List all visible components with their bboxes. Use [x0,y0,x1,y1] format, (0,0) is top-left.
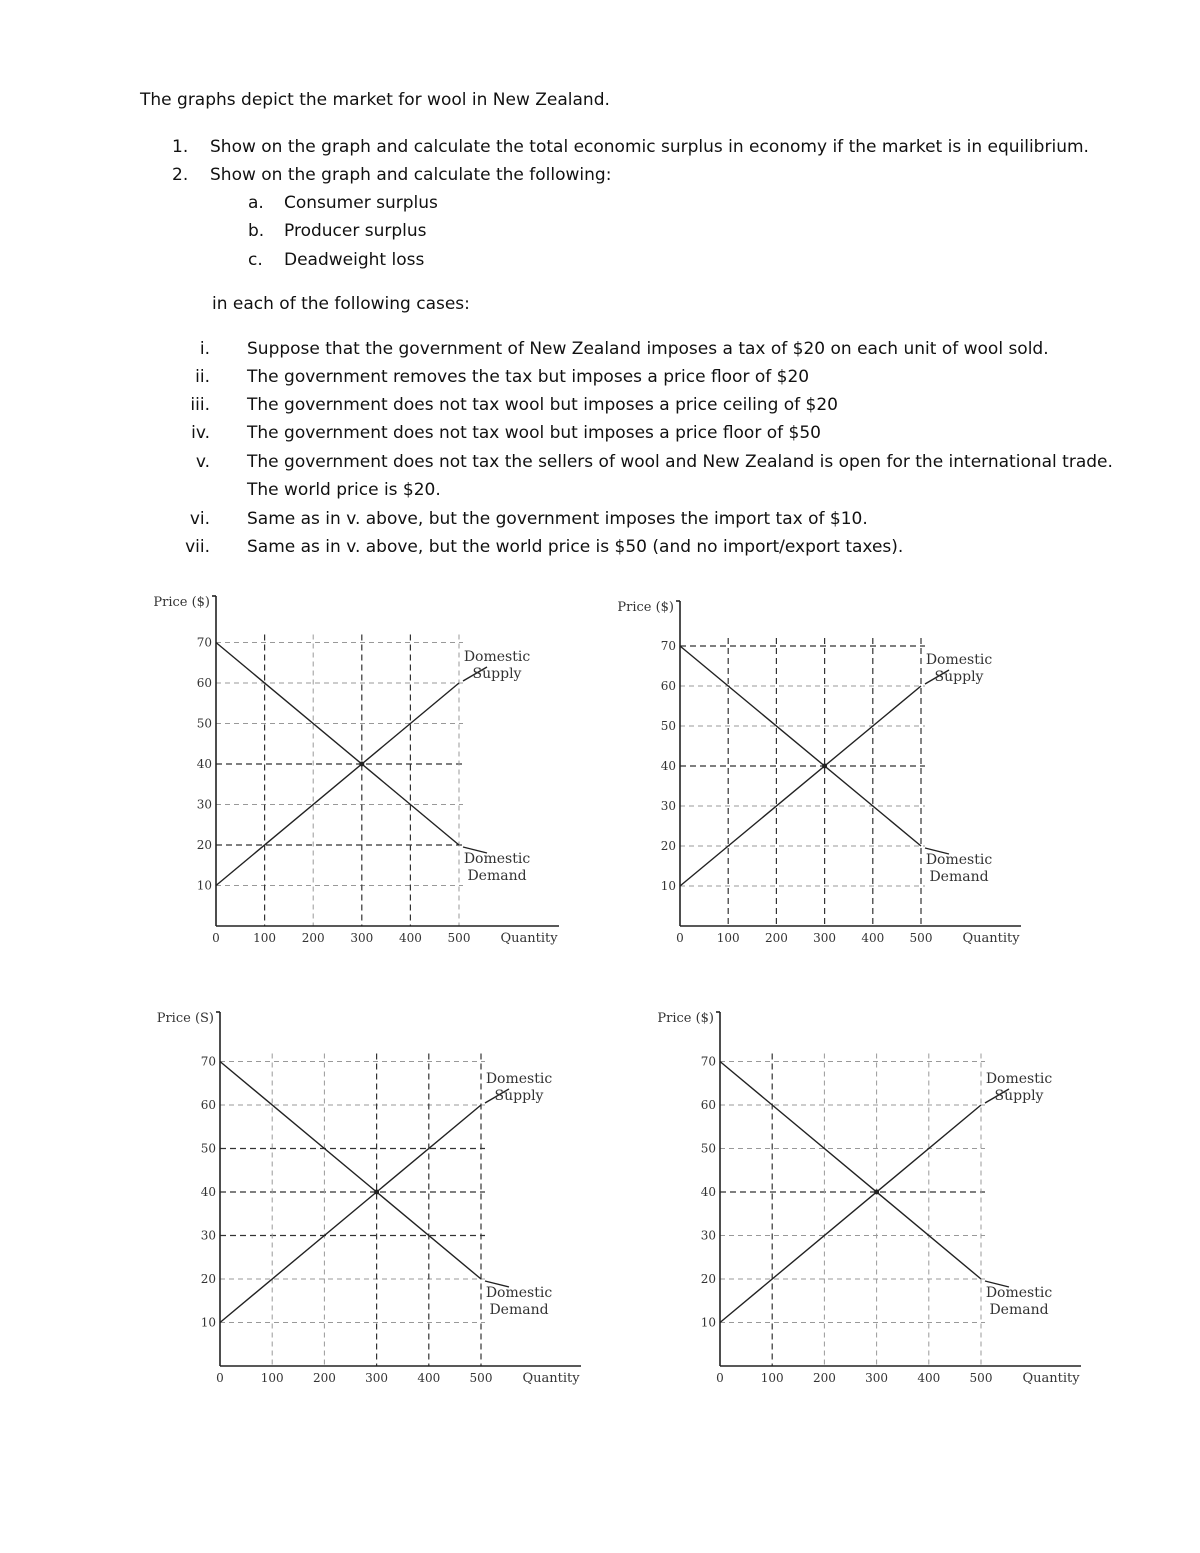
y-tick-label: 50 [200,1141,216,1156]
y-tick-label: 20 [660,839,676,853]
x-tick-label: 500 [447,931,471,945]
x-tick-label: 300 [813,931,837,945]
y-tick-label: 50 [660,719,676,733]
subitem-text: Consumer surplus [284,193,438,213]
domestic-demand-label: Demand [489,1302,549,1318]
y-tick-label: 30 [196,797,212,812]
y-tick-label: 20 [700,1272,716,1286]
y-tick-label: 30 [200,1228,216,1243]
x-tick-label: 200 [312,1371,336,1385]
y-axis-label: Price ($) [153,595,210,610]
domestic-supply-label: Domestic [985,1071,1053,1087]
question-text: Show on the graph and calculate the following: [210,165,612,185]
y-axis-label: Price ($) [617,600,674,615]
question-number: 1. [172,137,189,157]
x-tick-label: 400 [398,931,422,945]
domestic-demand-label: Domestic [485,1285,553,1301]
y-tick-label: 30 [660,799,676,813]
subitem-letter: b. [248,221,265,241]
x-tick-label: 500 [909,931,933,945]
subitem-text: Deadweight loss [284,250,425,270]
case-number: ii. [195,367,210,387]
case-text: The government does not tax wool but imposes a price floor of $50 [247,423,821,443]
y-tick-label: 10 [660,879,676,893]
y-tick-label: 70 [660,639,676,653]
y-tick-label: 70 [200,1054,216,1069]
y-tick-label: 20 [200,1272,216,1286]
domestic-demand-line [720,1062,981,1280]
equilibrium-point [874,1190,879,1195]
x-tick-label: 400 [861,931,885,945]
x-tick-label: 200 [812,1371,836,1385]
x-tick-label: 300 [365,1371,389,1385]
subitem-text: Producer surplus [284,221,427,241]
question-number: 2. [172,165,189,185]
y-tick-label: 50 [196,716,212,731]
cases-intro: in each of the following cases: [212,294,470,314]
y-tick-label: 40 [196,757,212,771]
domestic-supply-line [720,1105,981,1323]
x-tick-label: 100 [716,931,740,945]
domestic-demand-label: Domestic [985,1285,1053,1301]
case-number: iii. [190,395,210,415]
x-tick-label: 100 [253,931,277,945]
y-tick-label: 70 [196,635,212,650]
x-tick-label: 100 [260,1371,284,1385]
x-axis-label: Quantity [962,931,1020,946]
y-tick-label: 40 [700,1185,716,1199]
y-tick-label: 60 [700,1098,716,1112]
subitem-letter: a. [248,193,264,213]
x-axis-label: Quantity [1022,1371,1080,1386]
domestic-supply-label: Domestic [485,1071,553,1087]
domestic-supply-label: Domestic [463,649,531,665]
case-text: The world price is $20. [247,480,441,500]
case-number: i. [199,339,210,359]
domestic-supply-label: Supply [494,1088,544,1104]
case-text: The government does not tax the sellers of wool and New Zealand is open for the international trade. [247,452,1113,472]
x-tick-label: 200 [301,931,325,945]
x-tick-label: 300 [865,1371,889,1385]
y-tick-label: 40 [200,1185,216,1199]
case-text: Suppose that the government of New Zealand imposes a tax of $20 on each unit of wool sold. [247,339,1049,359]
case-text: Same as in v. above, but the government imposes the import tax of $10. [247,509,868,529]
case-text: The government removes the tax but imposes a price floor of $20 [247,367,810,387]
x-tick-label: 0 [676,931,684,945]
y-tick-label: 70 [700,1054,716,1069]
x-tick-label: 0 [216,1371,224,1385]
y-tick-label: 60 [660,679,676,693]
y-axis-label: Price ($) [657,1011,714,1026]
x-axis-label: Quantity [522,1371,580,1386]
domestic-demand-label: Domestic [925,852,993,868]
x-tick-label: 300 [350,931,374,945]
domestic-demand-label: Demand [929,869,989,885]
y-tick-label: 10 [700,1315,716,1330]
domestic-supply-label: Supply [994,1088,1044,1104]
y-tick-label: 60 [200,1098,216,1112]
domestic-supply-label: Domestic [925,652,993,668]
case-number: v. [195,452,210,472]
domestic-supply-label: Supply [934,669,984,685]
case-text: The government does not tax wool but imposes a price ceiling of $20 [247,395,838,415]
domestic-demand-label: Demand [989,1302,1049,1318]
x-axis-label: Quantity [500,931,558,946]
y-tick-label: 50 [700,1141,716,1156]
x-tick-label: 200 [764,931,788,945]
domestic-demand-label: Domestic [463,851,531,867]
intro-text: The graphs depict the market for wool in New Zealand. [140,90,610,110]
y-tick-label: 10 [200,1315,216,1330]
subitem-letter: c. [248,250,263,270]
x-tick-label: 0 [212,931,220,945]
case-number: vi. [189,509,210,529]
y-tick-label: 30 [700,1228,716,1243]
x-tick-label: 500 [969,1371,993,1385]
x-tick-label: 400 [417,1371,441,1385]
y-tick-label: 60 [196,676,212,690]
question-text: Show on the graph and calculate the total economic surplus in economy if the market is in equilibrium. [210,137,1089,157]
y-tick-label: 10 [196,878,212,893]
y-tick-label: 40 [660,759,676,773]
y-axis-label: Price (S) [156,1011,214,1026]
domestic-demand-label: Demand [467,868,527,884]
x-tick-label: 400 [917,1371,941,1385]
y-tick-label: 20 [196,838,212,852]
x-tick-label: 100 [760,1371,784,1385]
x-tick-label: 0 [716,1371,724,1385]
case-text: Same as in v. above, but the world price is $50 (and no import/export taxes). [247,537,904,557]
case-number: vii. [185,537,210,557]
x-tick-label: 500 [469,1371,493,1385]
case-number: iv. [191,423,210,443]
domestic-supply-label: Supply [472,666,522,682]
